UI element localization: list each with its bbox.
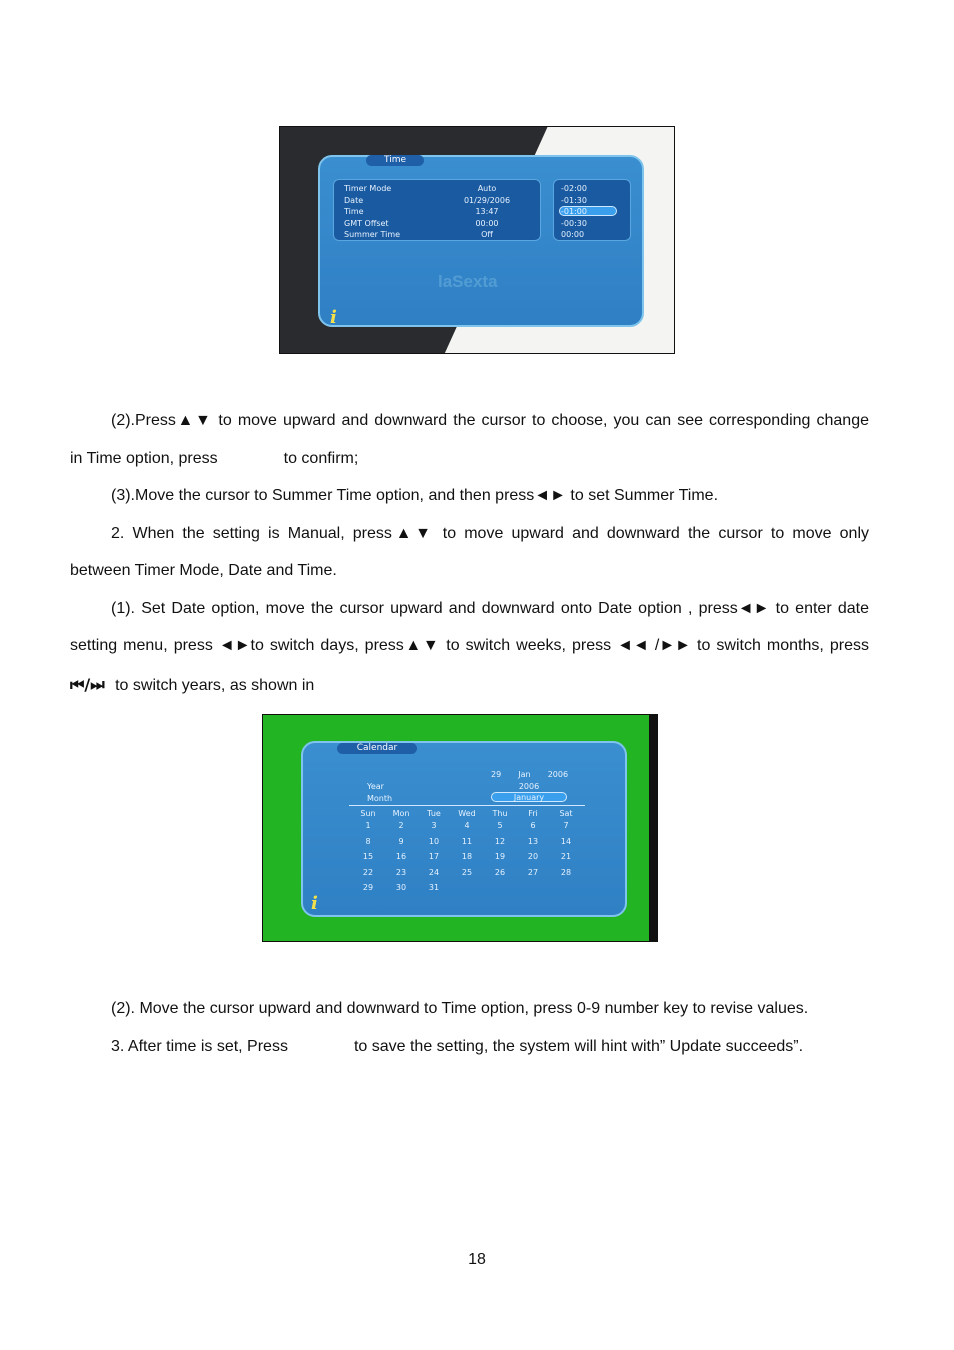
para-save [111,1037,803,1057]
para-date-line3 [70,675,314,696]
calendar-day[interactable]: 11 [461,836,473,846]
calendar-day[interactable]: 6 [530,821,536,830]
setting-label: GMT Offset [344,218,389,228]
offset-option: -01:30 [561,195,587,205]
weekday-header: Fri [528,809,538,818]
para-save-text-a: 3. After time is set, Press [111,1038,288,1055]
calendar-day[interactable]: 28 [560,867,572,877]
offset-option: -02:00 [561,184,587,193]
calendar-day[interactable]: 9 [398,836,404,846]
screenshot-edge [649,715,657,942]
calendar-day[interactable]: 5 [497,821,503,830]
para-save-text-b: to save the setting, the system will hint with” Update succeeds”. [353,1038,804,1055]
calendar-day[interactable]: 4 [464,821,470,830]
calendar-day[interactable]: 2 [398,821,404,830]
month-label: Month [367,794,393,803]
year-label: Year [367,782,384,791]
weekday-header: Sat [559,809,573,818]
para-date-line1: (1). Set Date option, move the cursor upward and downward onto Date option , press◄► to enter date [111,600,869,617]
calendar-divider [349,805,585,806]
calendar-day[interactable]: 22 [362,867,374,877]
para-manual-line1: 2. When the setting is Manual, press▲▼ to move upward and downward the cursor to move only [111,525,869,542]
weekday-header: Tue [427,809,441,818]
offset-option: -00:30 [561,218,587,228]
calendar-current-date [491,769,568,781]
calendar-day[interactable]: 31 [428,883,440,892]
time-menu-screenshot [279,126,675,354]
calendar-day[interactable]: 12 [494,836,506,846]
setting-value: 13:47 [475,207,499,216]
offset-option: 00:00 [561,230,585,239]
calendar-day[interactable]: 24 [428,867,440,877]
info-icon: i [330,307,337,328]
para-2-text-a: in Time option, press [70,450,218,467]
para-2-line1: (2).Press▲▼ to move upward and downward the cursor to choose, you can see corresponding change [111,412,869,429]
calendar-day[interactable]: 10 [428,836,440,846]
calendar-screenshot [262,714,658,942]
setting-value: 00:00 [475,218,499,228]
channel-logo: laSexta [438,272,498,291]
calendar-day[interactable]: 20 [527,852,539,861]
setting-label: Time [344,207,364,216]
skip-prev-next-icon: ⏮/⏭ [70,675,105,694]
calendar-day[interactable]: 8 [365,836,371,846]
para-2-text-b: to confirm; [283,450,359,467]
calendar-day[interactable]: 1 [365,821,371,830]
time-setting-values [450,183,524,241]
calendar-day[interactable]: 29 [362,883,374,892]
setting-label: Timer Mode [344,184,392,193]
para-2-line2 [70,449,358,469]
para-3: (3).Move the cursor to Summer Time option, and then press◄► to set Summer Time. [111,487,719,504]
weekday-header: Wed [458,809,476,818]
time-setting-labels [344,183,400,241]
current-year: 2006 [547,770,569,779]
calendar-day[interactable]: 7 [563,821,569,830]
calendar-day[interactable]: 13 [527,836,539,846]
weekday-header: Sun [360,809,376,818]
calendar-day[interactable]: 21 [560,852,572,861]
offset-option: -01:00 [561,207,587,216]
calendar-day[interactable]: 18 [461,852,473,861]
calendar-day[interactable]: 15 [362,852,374,861]
setting-label: Summer Time [344,230,401,239]
calendar-day[interactable]: 19 [494,852,506,861]
current-month: Jan [518,770,531,779]
setting-value: 01/29/2006 [463,195,511,205]
month-value: January [513,793,545,802]
calendar-day[interactable]: 25 [461,867,473,877]
calendar-day[interactable]: 23 [395,867,407,877]
current-day: 29 [491,770,502,779]
calendar-day[interactable]: 14 [560,836,572,846]
calendar-tab: Calendar [337,743,417,754]
calendar-day[interactable]: 16 [395,852,407,861]
weekday-header: Thu [492,809,508,818]
setting-value: Auto [477,184,497,193]
calendar-day[interactable]: 26 [494,867,506,877]
info-icon: i [311,893,318,914]
calendar-day[interactable]: 17 [428,852,440,861]
para-date-line2: setting menu, press ◄►to switch days, press▲▼ to switch weeks, press ◄◄ /►► to switch months, press [70,637,869,654]
setting-label: Date [344,195,364,205]
para-manual-line2: between Timer Mode, Date and Time. [70,562,337,579]
calendar-day[interactable]: 3 [431,821,437,830]
page-number: 18 [468,1251,486,1268]
setting-value: Off [481,230,493,239]
gmt-offset-options [561,183,587,241]
time-menu-tab: Time [366,155,424,166]
weekday-header: Mon [392,809,410,818]
calendar-day[interactable]: 27 [527,867,539,877]
calendar-day[interactable]: 30 [395,883,407,892]
para-time: (2). Move the cursor upward and downward to Time option, press 0-9 number key to revise values. [111,1000,809,1017]
para-date-line3-text: to switch years, as shown in [115,677,315,694]
year-value: 2006 [518,782,540,791]
